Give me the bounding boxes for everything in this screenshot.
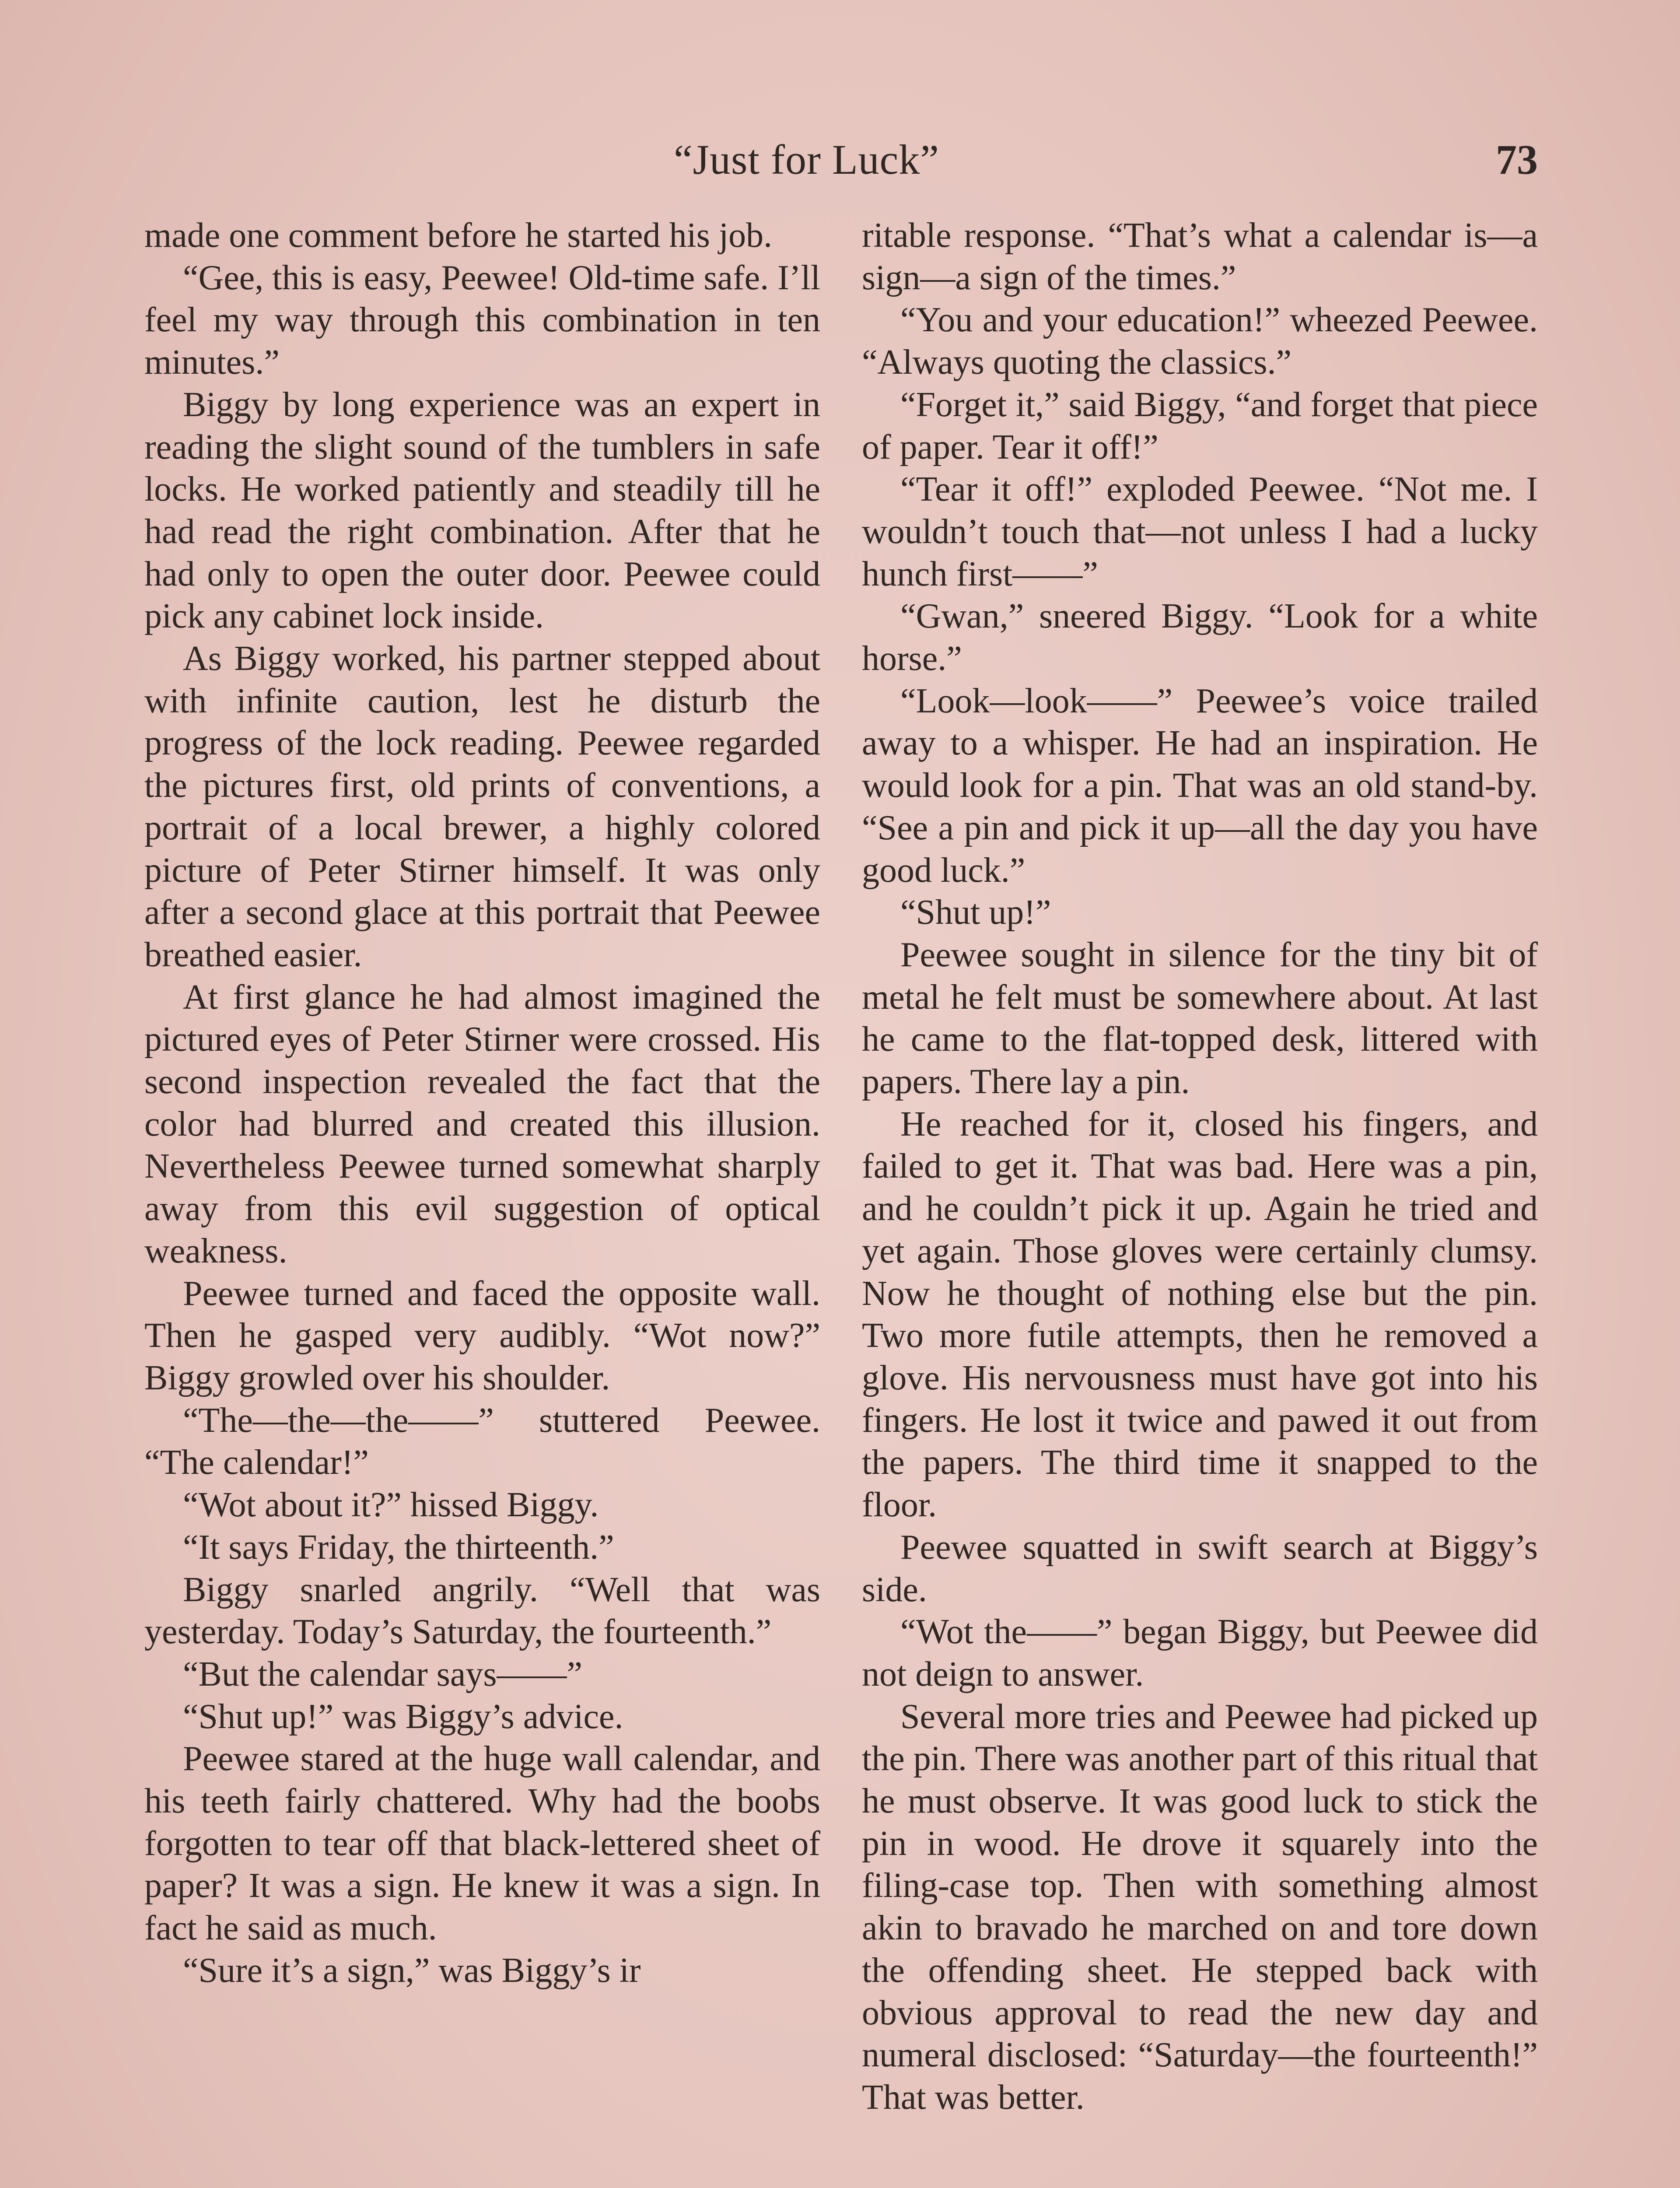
paragraph: He reached for it, closed his fingers, and failed to get it. That was bad. Here was a pin, and he couldn’t pick it up. Again he tried and yet again. Those gloves were certainly clumsy. Now he thought of nothing else but the pin. Two more futile attempts, then he removed a glove. His nervousness must have got into his fingers. He lost it twice and pawed it out from the papers. The third time it snapped to the floor. (862, 1105, 1538, 1525)
right-column (862, 214, 1538, 2119)
paragraph: “Wot about it?” hissed Biggy. (183, 1486, 599, 1525)
paragraph: “Gwan,” sneered Biggy. “Look for a white horse.” (862, 597, 1538, 678)
paragraph: made one comment before he started his job. (144, 216, 773, 255)
paragraph: Peewee turned and faced the opposite wall. Then he gasped very audibly. “Wot now?” Biggy growled over his shoulder. (144, 1274, 820, 1397)
paragraph: Biggy snarled angrily. “Well that was yesterday. Today’s Saturday, the fourteenth.” (144, 1570, 820, 1652)
paragraph: “Wot the——” began Biggy, but Peewee did not deign to answer. (862, 1613, 1538, 1694)
paragraph: As Biggy worked, his partner stepped about with infinite caution, lest he disturb the progress of the lock reading. Peewee regarded the pictures first, old prints of conventions, a portrait of a local brewer, a highly colored picture of Peter Stirner himself. It was only after a second glace at this portrait that Peewee breathed easier. (144, 639, 820, 974)
paragraph: “Look—look——” Peewee’s voice trailed away to a whisper. He had an inspiration. He would look for a pin. That was an old stand-by. “See a pin and pick it up—all the day you have good luck.” (862, 681, 1538, 890)
paragraph: At first glance he had almost imagined the pictured eyes of Peter Stirner were crossed. His second inspection revealed the fact that the color had blurred and created this illusion. Nevertheless Peewee turned somewhat sharply away from this evil suggestion of optical weakness. (144, 978, 820, 1270)
paragraph: “It says Friday, the thirteenth.” (183, 1528, 614, 1567)
paragraph: “Sure it’s a sign,” was Biggy’s ir (183, 1951, 641, 1990)
paragraph: Peewee stared at the huge wall calendar, and his teeth fairly chattered. Why had the boobs forgotten to tear off that black-lettered sheet of paper? It was a sign. He knew it was a sign. In fact he said as much. (144, 1739, 820, 1948)
paragraph: “You and your education!” wheezed Peewee. “Always quoting the classics.” (862, 301, 1538, 382)
paragraph: Biggy by long experience was an expert in reading the slight sound of the tumblers in safe locks. He worked patiently and steadily till he had read the right combination. After that he had only to open the outer door. Peewee could pick any cabinet lock inside. (144, 385, 820, 636)
paragraph: “Shut up!” (900, 893, 1051, 932)
paragraph: “Tear it off!” exploded Peewee. “Not me. I wouldn’t touch that—not unless I had a lucky hunch first——” (862, 470, 1538, 593)
paragraph: “Shut up!” was Biggy’s advice. (183, 1697, 623, 1736)
paragraph: “Gee, this is easy, Peewee! Old-time safe. I’ll feel my way through this combination in ten minutes.” (144, 258, 820, 382)
paragraph: ritable response. “That’s what a calendar is—a sign—a sign of the times.” (862, 216, 1538, 297)
running-title: “Just for Luck” (674, 136, 939, 183)
page-number: 73 (1496, 136, 1538, 183)
left-column (144, 214, 820, 1992)
paragraph: Peewee squatted in swift search at Biggy’s side. (862, 1528, 1538, 1609)
paragraph: “But the calendar says——” (183, 1655, 583, 1694)
paragraph: Several more tries and Peewee had picked up the pin. There was another part of this ritual that he must observe. It was good luck to stick the pin in wood. He drove it squarely into the filing-case top. Then with something almost akin to bravado he marched on and tore down the offending sheet. He stepped back with obvious approval to read the new day and numeral disclosed: “Saturday—the fourteenth!” That was better. (862, 1697, 1538, 2117)
page-header (0, 127, 1680, 193)
paragraph: “Forget it,” said Biggy, “and forget that piece of paper. Tear it off!” (862, 385, 1538, 466)
paragraph: “The—the—the——” stuttered Peewee. “The calendar!” (144, 1401, 820, 1482)
paragraph: Peewee sought in silence for the tiny bit of metal he felt must be somewhere about. At last he came to the flat-topped desk, littered with papers. There lay a pin. (862, 935, 1538, 1101)
